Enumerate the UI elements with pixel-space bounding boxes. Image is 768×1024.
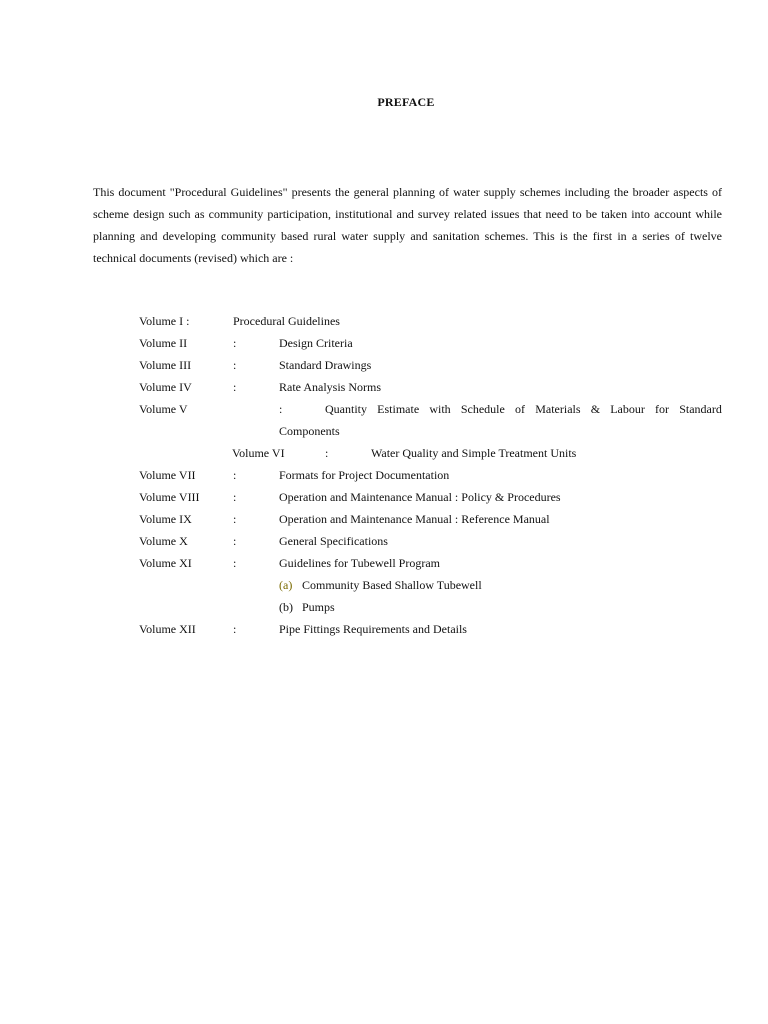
title-word: Labour [610,402,645,416]
volume-separator: : [233,468,237,482]
sub-item [0,578,768,600]
volume-title: Formats for Project Documentation [279,468,450,482]
volume-name: Volume VII [139,468,196,482]
volume-name: Volume IX [139,512,192,526]
title-word: & [590,402,601,416]
sub-item [0,600,768,622]
sub-item-label: (a) [279,578,293,592]
volume-title: General Specifications [279,534,388,548]
volume-row [0,468,768,490]
title-word: Materials [535,402,581,416]
volume-name: Volume XI [139,556,192,570]
intro-paragraph: This document "Procedural Guidelines" presents the general planning of water supply schemes including the broader aspects of scheme design such as community participation, institutional and survey related issues that need to be taken into account while planning and developing community based rural water supply and sanitation schemes. This is the first in a series of twelve technical documents (revised) which are : [93,185,722,265]
volume-row [0,314,768,336]
title-word: with [429,402,451,416]
volume-title: Design Criteria [279,336,353,350]
volume-row [0,380,768,402]
volume-name: Volume I : [139,314,190,328]
volume-row [0,490,768,512]
volume-row [0,402,768,424]
title-word: of [515,402,526,416]
page-title: PREFACE [377,95,435,109]
volume-title: Operation and Maintenance Manual : Policy & Procedures [279,490,561,504]
volume-name: Volume X [139,534,188,548]
volume-title: Standard Drawings [279,358,372,372]
volume-title: Guidelines for Tubewell Program [279,556,440,570]
volume-title-cont: Components [279,424,340,438]
volume-title-continuation [0,424,768,446]
volume-row [0,358,768,380]
volume-name: Volume IV [139,380,192,394]
volume-row [0,446,768,468]
volume-row [0,622,768,644]
volume-row [0,534,768,556]
sub-item-text: Community Based Shallow Tubewell [302,578,482,592]
volume-name: Volume VIII [139,490,200,504]
volume-name: Volume XII [139,622,196,636]
volume-separator: : [233,358,237,372]
volume-title: Operation and Maintenance Manual : Reference Manual [279,512,550,526]
title-word: Estimate [377,402,420,416]
volume-title: Water Quality and Simple Treatment Units [371,446,577,460]
title-word: Standard [679,402,722,416]
volume-separator: : [279,402,283,416]
volume-separator: : [233,490,237,504]
volume-title: Procedural Guidelines [233,314,340,328]
volume-name: Volume III [139,358,192,372]
volume-name: Volume V [139,402,188,416]
volume-separator: : [233,556,237,570]
title-word: Schedule [460,402,505,416]
volume-separator: : [233,336,237,350]
volume-title: Rate Analysis Norms [279,380,381,394]
sub-item-label: (b) [279,600,293,614]
sub-item-text: Pumps [302,600,335,614]
volume-separator: : [233,534,237,548]
volume-separator: : [233,512,237,526]
volume-separator: : [325,446,329,460]
volume-name: Volume VI [232,446,285,460]
volume-title [325,402,722,417]
volume-row [0,512,768,534]
volume-separator: : [233,380,237,394]
title-word: for [655,402,670,416]
volume-title: Pipe Fittings Requirements and Details [279,622,467,636]
title-word: Quantity [325,402,367,416]
volume-row [0,556,768,578]
volume-name: Volume II [139,336,188,350]
volume-row [0,336,768,358]
volume-separator: : [233,622,237,636]
